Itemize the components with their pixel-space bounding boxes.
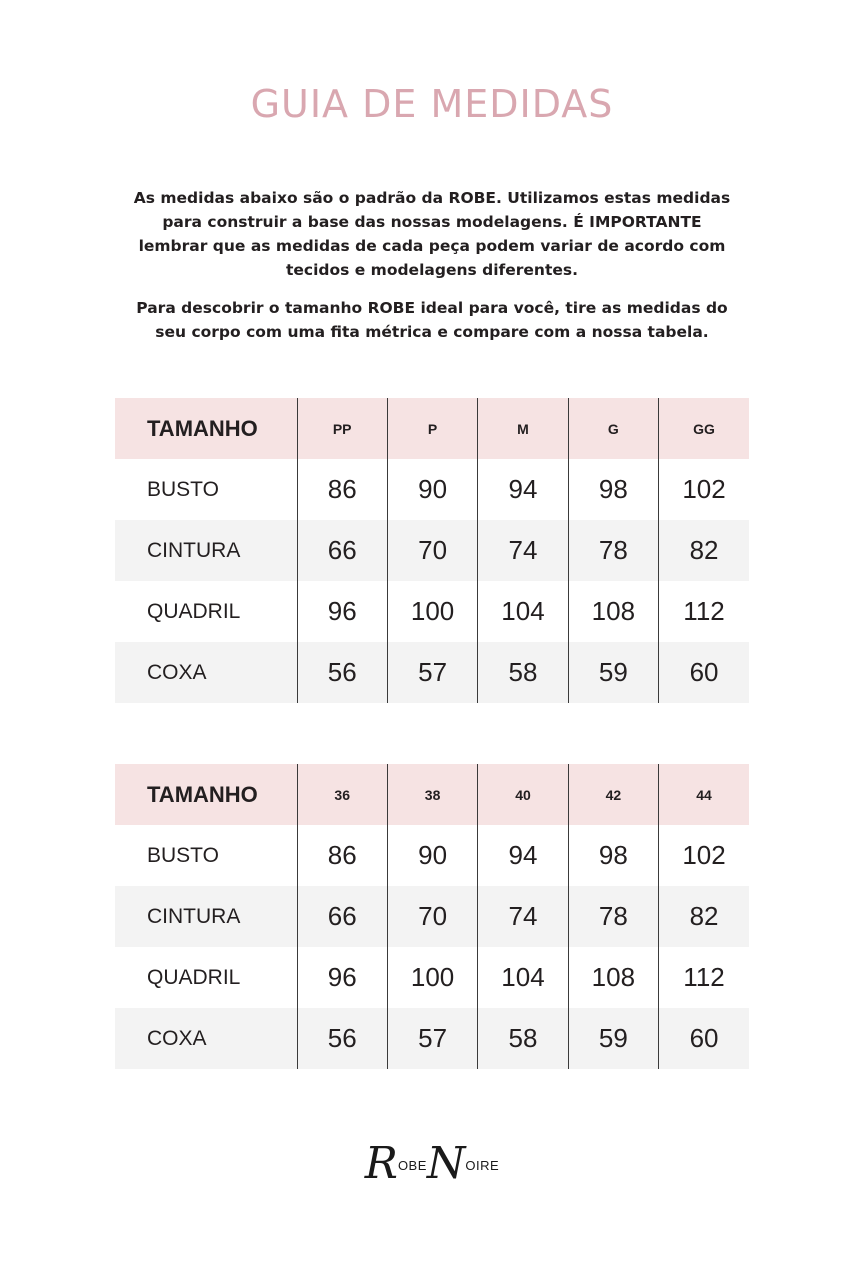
- measurement-cell: 96: [297, 581, 387, 642]
- measurement-cell: 98: [568, 459, 658, 520]
- logo-text-obe: OBE: [397, 1158, 427, 1173]
- measurement-cell: 94: [478, 459, 568, 520]
- measurement-cell: 102: [659, 825, 749, 886]
- table-row: [115, 947, 749, 1008]
- measurement-cell: 90: [387, 825, 477, 886]
- size-header-cell: P: [387, 398, 477, 459]
- instructions-paragraph: [100, 296, 764, 344]
- intro-line: As medidas abaixo são o padrão da ROBE. Utilizamos estas medidas: [133, 189, 731, 207]
- row-label: BUSTO: [147, 477, 219, 501]
- row-label: BUSTO: [147, 843, 219, 867]
- measurement-cell: 82: [659, 520, 749, 581]
- measurement-cell: 70: [387, 886, 477, 947]
- measurement-cell: 108: [568, 581, 658, 642]
- measurement-cell: 70: [387, 520, 477, 581]
- size-table-numeric: [115, 764, 749, 1069]
- measurement-cell: 98: [568, 825, 658, 886]
- intro-line: para construir a base das nossas modelagens. É IMPORTANTE: [162, 213, 702, 231]
- row-label: COXA: [147, 660, 207, 684]
- size-header-cell: G: [568, 398, 658, 459]
- measurement-cell: 78: [568, 886, 658, 947]
- measurement-cell: 100: [387, 947, 477, 1008]
- row-label: QUADRIL: [147, 965, 241, 989]
- size-table-letters: [115, 398, 749, 703]
- measurement-cell: 59: [568, 642, 658, 703]
- measurement-cell: 58: [478, 1008, 568, 1069]
- table-row: [115, 825, 749, 886]
- measurement-cell: 104: [478, 947, 568, 1008]
- size-header-cell: 42: [568, 764, 658, 825]
- size-header-cell: 38: [387, 764, 477, 825]
- intro-paragraph: [100, 186, 764, 282]
- measurement-cell: 56: [297, 642, 387, 703]
- measurement-cell: 59: [568, 1008, 658, 1069]
- measurement-cell: 112: [659, 581, 749, 642]
- measurement-cell: 86: [297, 825, 387, 886]
- table-header-row: [115, 398, 749, 459]
- size-header-cell: 40: [478, 764, 568, 825]
- size-header-cell: 44: [659, 764, 749, 825]
- intro-line: seu corpo com uma fita métrica e compare com a nossa tabela.: [155, 323, 709, 341]
- header-label: TAMANHO: [147, 781, 258, 807]
- table-row: [115, 886, 749, 947]
- measurement-cell: 58: [478, 642, 568, 703]
- measurement-cell: 82: [659, 886, 749, 947]
- row-label: CINTURA: [147, 904, 241, 928]
- measurement-cell: 102: [659, 459, 749, 520]
- measurement-cell: 60: [659, 1008, 749, 1069]
- row-label: QUADRIL: [147, 599, 241, 623]
- table-row: [115, 581, 749, 642]
- measurement-cell: 96: [297, 947, 387, 1008]
- measurement-cell: 56: [297, 1008, 387, 1069]
- measurement-cell: 86: [297, 459, 387, 520]
- size-header-cell: M: [478, 398, 568, 459]
- size-header-cell: PP: [297, 398, 387, 459]
- page-title: GUIA DE MEDIDAS: [250, 82, 614, 126]
- measurement-cell: 108: [568, 947, 658, 1008]
- size-header-cell: GG: [659, 398, 749, 459]
- size-header-cell: 36: [297, 764, 387, 825]
- measurement-cell: 57: [387, 642, 477, 703]
- measurement-cell: 94: [478, 825, 568, 886]
- intro-line: Para descobrir o tamanho ROBE ideal para você, tire as medidas do: [136, 299, 728, 317]
- logo-letter-n: N: [426, 1138, 466, 1189]
- table-header-row: [115, 764, 749, 825]
- measurement-cell: 78: [568, 520, 658, 581]
- measurement-cell: 74: [478, 886, 568, 947]
- row-label: COXA: [147, 1026, 207, 1050]
- logo-letter-r: R: [364, 1138, 398, 1189]
- header-label: TAMANHO: [147, 415, 258, 441]
- table-row: [115, 520, 749, 581]
- measurement-cell: 104: [478, 581, 568, 642]
- table-row: [115, 459, 749, 520]
- measurement-cell: 100: [387, 581, 477, 642]
- measurement-cell: 60: [659, 642, 749, 703]
- row-label: CINTURA: [147, 538, 241, 562]
- measurement-cell: 66: [297, 886, 387, 947]
- brand-logo: [0, 1138, 864, 1189]
- measurement-cell: 66: [297, 520, 387, 581]
- measurement-cell: 57: [387, 1008, 477, 1069]
- measurement-cell: 90: [387, 459, 477, 520]
- logo-text-oire: OIRE: [465, 1158, 500, 1173]
- table-row: [115, 642, 749, 703]
- measurement-cell: 74: [478, 520, 568, 581]
- measurement-cell: 112: [659, 947, 749, 1008]
- table-row: [115, 1008, 749, 1069]
- intro-line: tecidos e modelagens diferentes.: [285, 261, 579, 279]
- intro-line: lembrar que as medidas de cada peça podem variar de acordo com: [138, 237, 726, 255]
